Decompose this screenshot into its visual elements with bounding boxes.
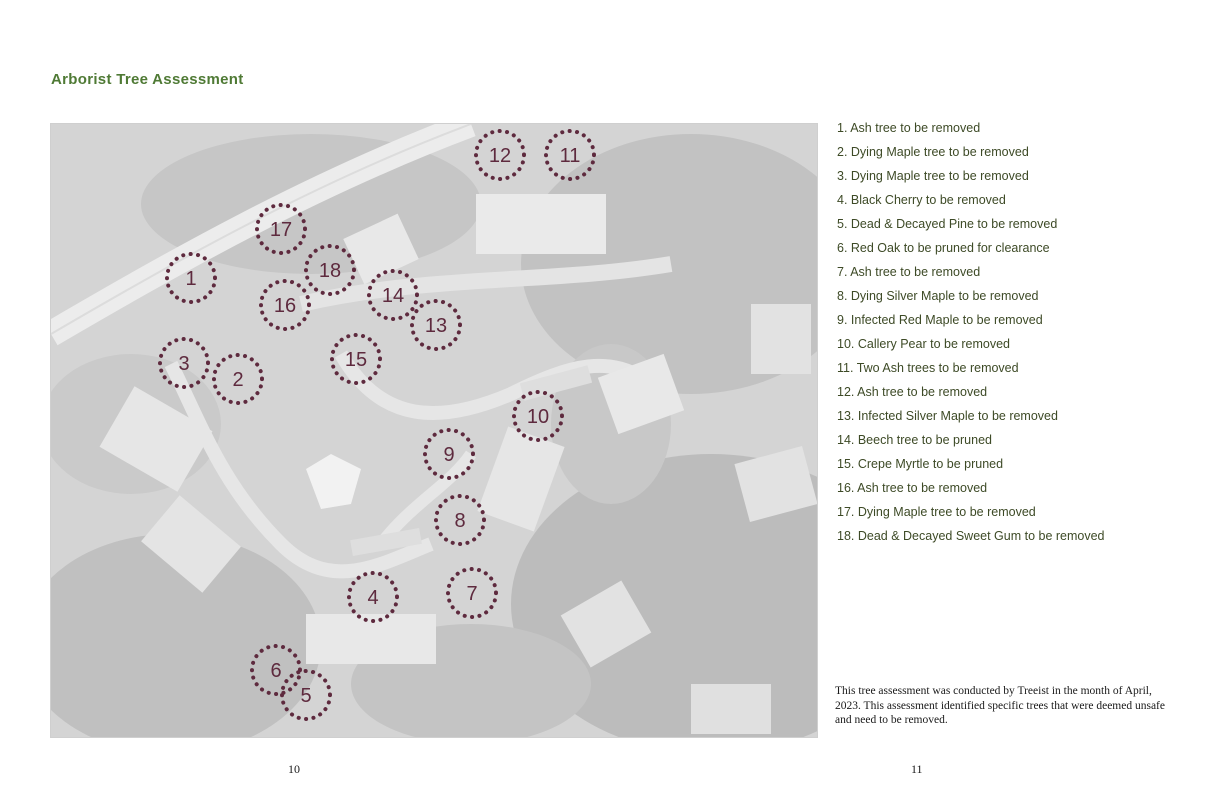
- tree-marker-label: 17: [269, 219, 293, 241]
- tree-marker-label: 7: [466, 583, 478, 605]
- legend-item: 3. Dying Maple tree to be removed: [837, 169, 1029, 183]
- tree-marker-label: 2: [232, 369, 244, 391]
- tree-marker-label: 4: [367, 587, 379, 609]
- map-background: [51, 124, 818, 738]
- legend-item: 1. Ash tree to be removed: [837, 121, 981, 135]
- legend-item: 12. Ash tree to be removed: [837, 385, 988, 399]
- aerial-map[interactable]: [50, 123, 818, 738]
- tree-marker-label: 16: [273, 295, 297, 317]
- tree-marker-label: 9: [443, 444, 455, 466]
- tree-marker-label: 18: [318, 260, 342, 282]
- legend-item: 2. Dying Maple tree to be removed: [837, 145, 1029, 159]
- page-title: Arborist Tree Assessment: [51, 71, 244, 88]
- legend-item: 18. Dead & Decayed Sweet Gum to be removed: [837, 529, 1105, 543]
- legend-item: 15. Crepe Myrtle to be pruned: [837, 457, 1004, 471]
- legend-item: 5. Dead & Decayed Pine to be removed: [837, 217, 1058, 231]
- legend-item: 16. Ash tree to be removed: [837, 481, 988, 495]
- assessment-note: This tree assessment was conducted by Treeist in the month of April, 2023. This assessment identified specific trees that were deemed unsafe and need to be removed.: [835, 685, 1165, 726]
- legend-item: 10. Callery Pear to be removed: [837, 337, 1011, 351]
- legend-item: 7. Ash tree to be removed: [837, 265, 981, 279]
- tree-legend: [837, 118, 1105, 550]
- legend-item: 9. Infected Red Maple to be removed: [837, 313, 1043, 327]
- tree-marker-label: 3: [178, 353, 190, 375]
- tree-marker-label: 11: [559, 145, 581, 167]
- tree-marker-label: 1: [185, 268, 197, 290]
- page-number-right: 11: [911, 762, 923, 776]
- page-number-left: 10: [288, 762, 300, 776]
- legend-item: 6. Red Oak to be pruned for clearance: [837, 241, 1050, 255]
- legend-item: 17. Dying Maple tree to be removed: [837, 505, 1036, 519]
- tree-marker-label: 10: [526, 406, 550, 428]
- tree-marker-label: 5: [300, 685, 312, 707]
- tree-marker-label: 13: [424, 315, 448, 337]
- legend-item: 14. Beech tree to be pruned: [837, 433, 992, 447]
- legend-item: 13. Infected Silver Maple to be removed: [837, 409, 1058, 423]
- tree-marker-label: 15: [344, 349, 368, 371]
- legend-item: 11. Two Ash trees to be removed: [837, 361, 1019, 375]
- tree-marker-label: 8: [454, 510, 466, 532]
- legend-item: 4. Black Cherry to be removed: [837, 193, 1006, 207]
- tree-marker-label: 14: [381, 285, 405, 307]
- tree-marker-label: 6: [270, 660, 282, 682]
- tree-marker-label: 12: [488, 145, 512, 167]
- legend-item: 8. Dying Silver Maple to be removed: [837, 289, 1039, 303]
- aerial-map-canvas: [51, 124, 818, 738]
